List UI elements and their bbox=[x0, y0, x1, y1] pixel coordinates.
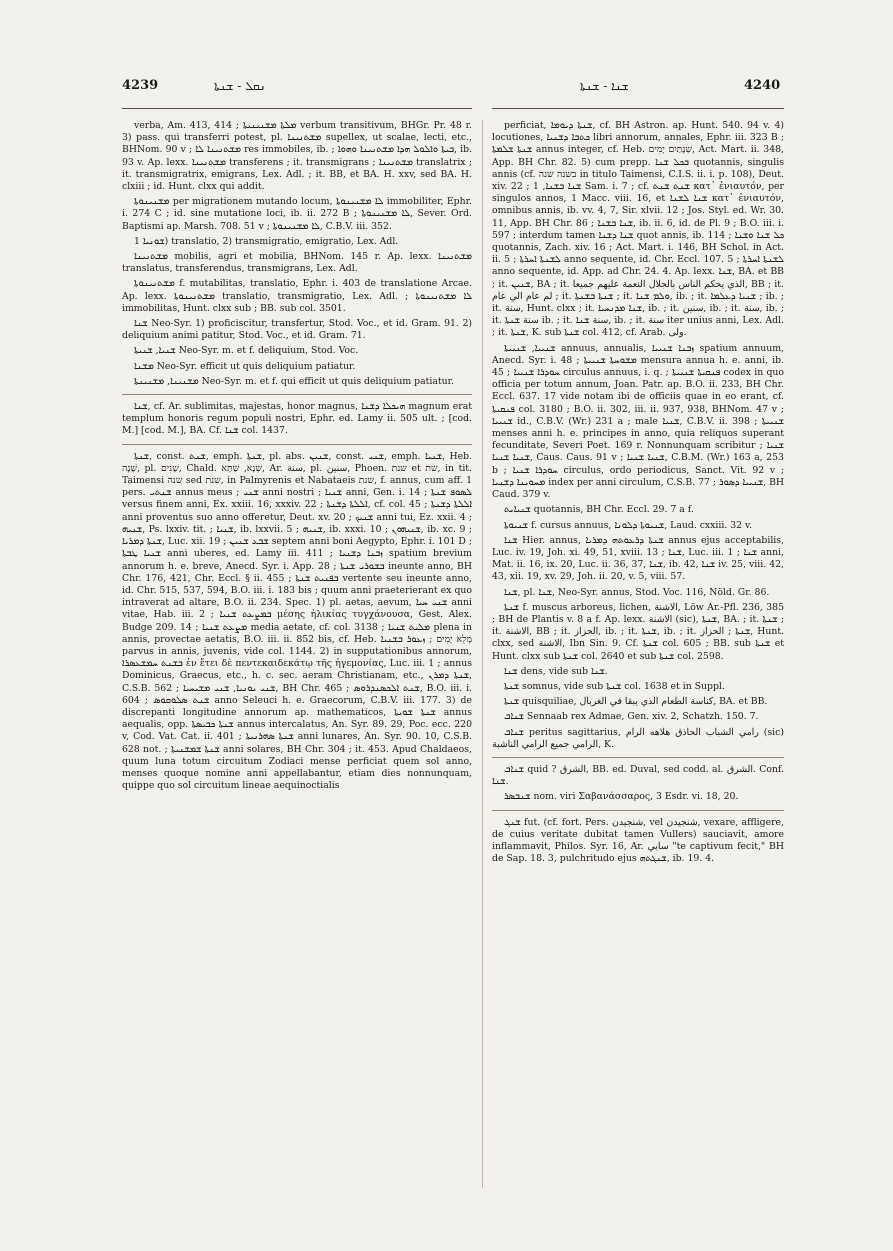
left-running-head: ܢܩܠ - ܫܢܬܐ bbox=[214, 79, 266, 93]
dictionary-entry: verba, Am. 413, 414 ; ܡܠܬܐ ܡܫܢܝܢܝܬܐ verbum transitivum, BHGr. Pr. 48 r. 3) pass. qui transferri potest, pl. ܡܫܬܢܝܢܐ supellex, ut scalae, lecti, etc., BHNom. 90 v ; ܡܫܬܢܝܢܐ ܠܐ res immobiles, ib. ; ܒܝܬܐ ܘܐܠܘܠ ܗܕܐ ܡܫܬܢܝܢܐ ܘܗܘܐ, ib. 93 v. Ap. lexx. ܡܫܬܢܝܢܐ transferens ; it. transmigrans ; ܡܫܬܢܝܢܐ translatrix ; it. transmigratrix, emigrans, Lex. Adl. ; it. BB, et BA. H. xxv, sed BA. H. clxiii ; id. Hunt. clxx qui addit. bbox=[122, 120, 472, 193]
dictionary-entry: ܫܢܝܝܐ, ܫܢܝܝܬܐ annuus, annualis, ܙܒܢܐ ܫܢܝܝܐ spatium annuum, Anecd. Syr. i. 48 ; ܡܫܘܚܬܐ ܫܢܝܝܬܐ mensura annua h. e. anni, ib. 45 ; ܚܘܕܪܐ ܫܢܝܝܐ circulus annuus, i. q. ; ܦܢܩܝܬܐ ܫܢܝܝܬܐ codex in quo officia per totum annum, Joan. Patr. ap. B.O. ii. 233, BH Chr. Eccl. 637. 17 vide notam ibi de officiis quae in eo erant, cf. ܦܢܩܝܬܐ col. 3180 ; B.O. ii. 302, iii. ii. 937, 938, BHNom. 47 v ; ܫܢܝܝܐ id., C.B.V. (Wr.) 231 a ; male ܫܢܝܐ, C.B.V. ii. 398 ; ܫܢܝܝܬܐ menses anni h. e. principes in anno, quia reliquos superant fecunditate, Severi Poet. 169 r. Nonnunquam scribitur ܫܢܝܐ ; ܫܢܝܐ ܫܢܝܐ, Caus. Caus. 91 v ; ܫܢܝܐ ܫܢܝܐ, C.B.M. (Wr.) 163 a, 253 b ; ܚܘܕܪܐ ܫܢܝܐ circulus, ordo periodicus, Sanct. Vit. 92 v ; ܡܚܘܝܢܐ ܕܫܢܝܐ index per anni circulum, C.S.B. 77 ; ܫܢܝܝܐ ܕܣܘܪ, BH Caud. 379 v. bbox=[492, 342, 784, 501]
dictionary-entry: ܫܢܝܐܝܬ quotannis, BH Chr. Eccl. 29. 7 a f. bbox=[504, 504, 694, 516]
dictionary-entry: ܫܢܐ, pl. ܫܢܐ, Neo-Syr. annus, Stod. Voc. 116, Nöld. Gr. 86. bbox=[504, 586, 770, 598]
entry-separator bbox=[492, 810, 784, 811]
dictionary-entry: ܡܫܬܢܝܢܘܬܐ f. mutabilitas, translatio, Ephr. i. 403 de translatione Arcae. Ap. lexx. ܡܫܬܢܝܢܘܬܐ translatio, transmigratio, Lex. Adl. ; ܠܐ ܡܫܬܢܝܢܘܬܐ immobilitas, Hunt. clxx sub ; BB. sub col. 3501. bbox=[122, 278, 472, 314]
entry-separator bbox=[122, 394, 472, 395]
dictionary-entry: ܫܢܬܐ f. muscus arboreus, lichen, الاشنة, Löw Ar.-Pfl. 236, 385 ; BH de Plantis v. 8 a f. Ap. lexx. الاشنة (sic), ܫܢܬܐ, BA. ; it. ܫܢܬܐ ; it. الاشنة, BB ; it. الحزاز, ib. ; it. ܫܢܬܐ, ib. ; it. ܫܢܬܐ ; الحزاز, Hunt. clxx, sed الاشنة, Ibn Sin. 9. Cf. ܫܢܬܐ col. 605 ; BB. sub ܫܢܬܐ et Hunt. clxx sub ܫܢܬܐ col. 2640 et sub ܫܢܬܐ col. 2598. bbox=[492, 601, 784, 662]
dictionary-entry: ܫܢܝܘܬܐ f. cursus annuus, ܫܢܝܘܬܐ ܕܠܘܢܐ, Laud. cxxiii. 32 v. bbox=[504, 519, 753, 531]
right-column bbox=[492, 120, 784, 1190]
dictionary-entry: ܫܢܒܣܪ nom. viri Σαβανάσσαρος, 3 Esdr. vi. 18, 20. bbox=[504, 791, 739, 803]
entry-separator bbox=[122, 444, 472, 445]
header-rule-right bbox=[492, 108, 784, 109]
dictionary-entry: ܫܢܐܒ peritus sagittarius, رامي الشباب الحاذق هلاهه الرام (sic) الرامي جميع الرامي الناشبة, K. bbox=[492, 726, 784, 750]
dictionary-entry: ܫܘܢܝܐ 1) translatio, 2) transmigratio, emigratio, Lex. Adl. bbox=[134, 235, 399, 247]
dictionary-entry: ܫܢܬܐ, const. ܫܢܬ, emph. ܫܢܬܐ, pl. abs. ܫܢܝܢ, const. ܫܢܝ, emph. ܫܢܝܐ, Heb. שָׁנָה, pl. שָׁנִים, Chald. שְׁנָא, שַׁתָּא, Ar. سنة, pl. سنين, Phoen. שנת et שת, in tit. Taimensi שנה sed שנת, in Palmyrenis et Nabataeis שנת, f. annus, cum aff. 1 pers. ܫܢܬܝ annus meus ; ܫܢܝ anni nostri ; ܫܢܝܐ anni, Gen. i. 14 ; ܠܣܘܦ ܫܢܬܐ versus finem anni, Ex. xxiii. 16, xxxiv. 22 ; ܐܠܠܬܐ ܕܫܢܬܐ, cf. col. 45 ; ܐܠܠܬܐ ܕܫܢܬܐ anni proventus suo anno offeretur, Deut. xv. 20 ; ܫܢܝܟ anni tui, Ez. xxii. 4 ; ܫܢܝܗ, Ps. lxxiv. tit. ; ܫܢܝܐ, ib. lxxvii. 5 ; ܫܢܝܗ, ib. xxxi. 10 ; ܫܢܝܗܘܢ, ib. xc. 9 ; ܫܢܬܐ ܕܡܪܝܐ, Luc. xii. 19 ; ܫܒܥ ܫܢܝܢ septem anni boni Aegypto, Ephr. i. 101 D ; ܫܢܝܐ ܛܒܬܐ anni uberes, ed. Lamy iii. 411 ; ܙܒܢܐ ܕܫܢܝܐ spatium brevium annorum h. e. breve, Anecd. Syr. i. App. 28 ; ܒܫܘܪܝ ܫܢܬܐ ineunte anno, BH Chr. 176, 421, Chr. Eccl. § ii. 455 ; ܒܦܢܝܬ ܫܢܬܐ vertente seu ineunte anno, id. Chr. 515, 537, 594, B.O. iii. i. 183 bis ; quum anni praeterierant ex quo intraverat ad altare, B.O. ii. 234. Spec. 1) pl. aetas, aevum, ܫܢܝ ܚܝܐ anni vitae, Hab. iii. 2 ; ܒܡܨܥܬ ܫܢܝܐ μέσης ἡλικίας τυγχάνουσα, Gest. Alex. Budge 209. 14 ; ܡܨܥܬ ܫܢܝܐ media aetate, cf. col. 3138 ; ܡܠܝܬ ܫܢܝܐ plena in annis, provectae aetatis, B.O. iii. ii. 852 bis, cf. Heb. מְלֵא יָמִים ; ܙܥܘܪ ܒܫܢܝܐ parvus in annis, juvenis, vide col. 1144. 2) in supputationibus annorum, ܒܫܢܬ ܚܡܫܥܣܪܐ ἐν ἔτει δὲ πεντεκαιδεκάτῳ τῆς ἡγεμονίας, Luc. iii. 1 ; annus Dominicus, Graecus, etc., h. c. sec. aeram Christianam, etc., ܫܢܬܐ ܕܡܪܢ, C.S.B. 562 ; ܫܢܝ ܝܘܢܝܐ, ܫܢܝ ܡܫܝܚܝܐ, BH Chr. 465 ; ܫܢܬ ܐܠܟܣܢܕܪܘܣ, B.O. iii. i. 604 ; ܫܢܬ ܣܠܘܩܘܣ anno Seleuci h. e. Graecorum, C.B.V. iii. 177. 3) de discrepanti longitudine annorum ap. mathematicos, ܫܢܬܐ ܫܘܝܬܐ annus aequalis, opp. ܫܢܬܐ ܟܒܝܣܬܐ annus intercalatus, An. Syr. 89. 29, Poc. ecc. 220 v, Cod. Vat. Cat. ii. 401 ; ܫܢܬܐ ܣܗܪܢܝܬܐ anni lunares, An. Syr. 90. 10, C.S.B. 628 not. ; ܫܢܬܐ ܫܡܫܢܝܬܐ anni solares, BH Chr. 304 ; it. 453. Apud Chaldaeos, quum luna totum circuitum Zodiaci mense perficiat quem sol anno, menses quoque nomine anni appellabantur, etiam dies nonnunquam, quippe quo sol circuitum lineae aequinoctialis bbox=[122, 450, 472, 792]
header-rule-left bbox=[122, 108, 472, 109]
left-page-number: 4239 bbox=[122, 78, 159, 93]
dictionary-entry: ܫܢܐ Hier. annus, ܫܢܬܐ ܕܪܥܘܬܗ ܕܡܪܝܐ annus ejus acceptabilis, Luc. iv. 19, Joh. xi. 49, 51, xviii. 13 ; ܫܢܐ, Luc. iii. 1 ; ܫܢܐ anni, Mat. ii. 16, ix. 20, Luc. ii. 36, 37, ܫܢܐ, ib. 42, ܫܢܐ iv. 25, viii. 42, 43, xii. 19, xv. 29, Joh. ii. 20, v. 5, viii. 57. bbox=[492, 534, 784, 583]
left-column bbox=[122, 120, 472, 1190]
dictionary-entry: ܫܢܓ fut. (cf. fort. Pers. شنجيدن, vel شنجيدن, vexare, affligere, de cuius veritate dubitat tamen Vullers) sauciavit, amore inflammavit, Philos. Syr. 16, Ar. سابي "te captivum fecit," BH de Sap. 18. 3, pulchritudo ejus ܫܢܓܬܗ, ib. 19. 4. bbox=[492, 816, 784, 865]
dictionary-entry: ܫܢܐ dens, vide sub ܫܢܐ. bbox=[504, 665, 608, 677]
dictionary-entry: ܫܢܐܒ quid ? الشرق, BB. ed. Duval, sed codd. al. الشرق. Conf. ܫܢܐ. bbox=[492, 763, 784, 788]
dictionary-entry: ܫܢܐܒ Sennaab rex Admae, Gen. xiv. 2, Schatzh. 150. 7. bbox=[504, 711, 759, 723]
column-divider bbox=[482, 120, 483, 1188]
page-header bbox=[0, 78, 893, 102]
dictionary-entry: ܫܢܬܐ somnus, vide sub ܫܢܬܐ col. 1638 et in Suppl. bbox=[504, 680, 725, 692]
dictionary-entry: ܡܫܢܝܢܐ, ܡܫܢܝܢܬܐ Neo-Syr. m. et f. qui efficit ut quis deliquium patiatur. bbox=[134, 375, 454, 387]
dictionary-entry: ܫܢܐ, cf. Ar. sublimitas, majestas, honor magnus, ܗܝܟܠܐ ܕܫܢܐ magnum erat templum honoris regum populi nostri, Ephr. ed. Lamy ii. 505 ult. ; [cod. M.] [cod. M.], BA. Cf. ܫܢܐ col. 1437. bbox=[122, 401, 472, 437]
dictionary-entry: perficiat, ܫܢܬܐ ܕܝܘܡܐ, cf. BH Astron. ap. Hunt. 540. 94 v. 4) locutiones, ܟܬܒܐ ܕܫܢܝܐ libri annorum, annales, Ephr. iii. 323 B ; ܫܢܬܐ ܫܠܡܬܐ annus integer, cf. Heb. שְׁנָתַיִם יָמִים, Act. Mart. ii. 348, App. BH Chr. 82. 5) cum prepp. ܒܟܠ ܫܢܐ quotannis, singulis annis (cf. בשנה שנה in titulo Taimensi, C.I.S. ii. i. p. 108), Deut. xiv. 22 ; ܫܢܐ ܒܫܢܐ, 1 Sam. i. 7 ; cf. ܫܢܬ ܫܢܬ κατ᾽ ἐνιαυτόν, per singulos annos, 1 Macc. viii. 16, et ܫܢܐ ܠܫܢܐ κατ᾽ ἐνιαυτόν, omnibus annis, ib. vv. 4, 7, Sir. xlvii. 12 ; Jos. Styl. ed. Wr. 30. 11, App. BH Chr. 86 ; ܫܢܐ ܒܫܢܐ, ib. ii. 6, id. de Pl. 9 ; B.O. iii. i. 597 ; interdum tamen ܫܢܐ ܕܫܢܐ quot annis, ib. 114 ; ܟܠ ܫܢܐ ܘܫܢܐ quotannis, Zach. xiv. 16 ; Act. Mart. i. 146, BH Schol. in Act. ii. 5 ; ܠܫܢܬܐ ܐܚܪܬܐ anno sequente, id. Chr. Eccl. 107. 5 ; ܠܫܢܬܐ ܐܚܪܬܐ anno sequente, id. App. ad Chr. 24. 4. Ap. lexx. ܫܢܐ, BA. et BB ; it. ܫܢܝܢ, BA ; it. الذي يحكم الناس بالجلال النعمة عليهم جميعا, BB ; it. لم عام الي عام ; it. ܫܢܬܐ ܒܫܢܬܐ ; it. ܘܠܡ ܫܢܐ, ib. ; it. ܫܢܝܐ ܕܥܠܡܐ ; ib. ; it. سنة, Hunt. clxx ; it. ܫܢܐ ܡܕܢܚܝܐ, ib. ; it. سنين, ib. ; it. سنة, ib. ; it. سنة ܫܢܬܐ ib. ; it. سنة ܫܢܐ, ib. ; it. سنة iter unius anni, Lex. Adl. ; it. ܫܢܬܐ, K. sub ܫܢܬܐ col. 412, cf. Arab. ولی. bbox=[492, 120, 784, 339]
entry-separator bbox=[492, 757, 784, 758]
dictionary-entry: ܡܫܢܝܢܘܬܐ per migrationem mutando locum, ܠܐ ܡܫܢܝܢܘܬܐ immobiliter, Ephr. i. 274 C ; id. sine mutatione loci, ib. ii. 272 B ; ܠܐ ܡܫܢܝܢܘܬܐ, Sever. Ord. Baptismi ap. Marsh. 708. 51 v ; ܠܐ ܡܫܢܝܢܘܬܐ, C.B.V. iii. 352. bbox=[122, 196, 472, 232]
right-running-head: ܫܢܐ - ܫܢܬܐ bbox=[580, 79, 629, 93]
dictionary-entry: ܫܢܐ Neo-Syr. 1) proficiscitur, transfertur, Stod. Voc., et id. Gram. 91. 2) deliquium animi patitur, Stod. Voc., et id. Gram. 71. bbox=[122, 318, 472, 342]
dictionary-entry: ܡܫܬܢܝܢܐ mobilis, agri et mobilia, BHNom. 145 r. Ap. lexx. ܡܫܬܢܝܢܐ translatus, transferendus, transmigrans, Lex. Adl. bbox=[122, 251, 472, 275]
right-page-number: 4240 bbox=[744, 78, 781, 93]
dictionary-entry: ܡܫܢܐ Neo-Syr. efficit ut quis deliquium patiatur. bbox=[134, 360, 356, 372]
dictionary-entry: ܫܢܬܐ quisquiliae, كناسة الطعام الذي يبقا في الغربال, BA. et BB. bbox=[504, 696, 768, 708]
dictionary-entry: ܫܢܝܐ, ܫܢܝܬܐ Neo-Syr. m. et f. deliquium, Stod. Voc. bbox=[134, 345, 359, 357]
